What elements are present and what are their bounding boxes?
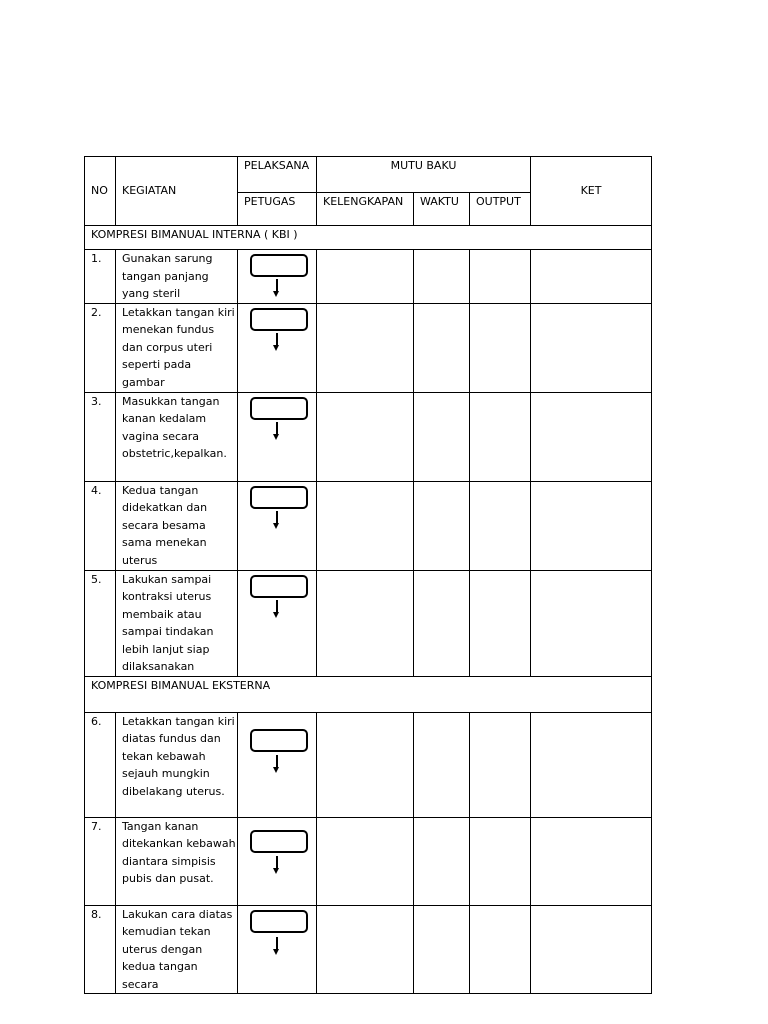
header-kegiatan: KEGIATAN [116,157,238,226]
flowchart-cell [238,817,317,905]
kelengkapan-cell [317,303,414,392]
waktu-cell [414,570,470,676]
output-cell [470,481,531,570]
kelengkapan-cell [317,905,414,994]
header-no: NO [85,157,116,226]
kelengkapan-cell [317,712,414,817]
flowchart-cell [238,303,317,392]
table-row [85,712,652,817]
kelengkapan-cell [317,817,414,905]
kelengkapan-cell [317,392,414,481]
output-cell [470,392,531,481]
step-text: Kedua tangan didekatkan dan secara besama sama menekan uterus [116,481,238,570]
ket-cell [531,817,652,905]
header-output: OUTPUT [470,193,531,226]
process-box-icon [250,397,308,420]
table-row [85,905,652,994]
table-row [85,570,652,676]
step-text: Lakukan sampai kontraksi uterus membaik atau sampai tindakan lebih lanjut siap dilaksanakan [116,570,238,676]
process-box-icon [250,308,308,331]
flowchart-cell [238,570,317,676]
process-box-icon [250,575,308,598]
waktu-cell [414,481,470,570]
step-text: Lakukan cara diatas kemudian tekan uterus dengan kedua tangan secara [116,905,238,994]
kelengkapan-cell [317,570,414,676]
ket-cell [531,303,652,392]
waktu-cell [414,303,470,392]
table-row [85,392,652,481]
waktu-cell [414,817,470,905]
step-number: 7. [85,817,116,905]
arrow-down-icon [276,333,278,347]
waktu-cell [414,905,470,994]
flowchart-cell [238,250,317,304]
header-pelaksana: PELAKSANA [238,157,317,193]
step-text: Masukkan tangan kanan kedalam vagina secara obstetric,kepalkan. [116,392,238,481]
process-box-icon [250,830,308,853]
table-row [85,303,652,392]
process-box-icon [250,254,308,277]
step-number: 5. [85,570,116,676]
arrow-down-icon [276,600,278,614]
table-row [85,481,652,570]
arrow-down-icon [276,755,278,769]
ket-cell [531,392,652,481]
arrow-down-icon [276,856,278,870]
process-box-icon [250,910,308,933]
step-text: Letakkan tangan kiri menekan fundus dan corpus uteri seperti pada gambar [116,303,238,392]
step-number: 3. [85,392,116,481]
process-box-icon [250,486,308,509]
kelengkapan-cell [317,481,414,570]
flowchart-cell [238,481,317,570]
header-petugas: PETUGAS [238,193,317,226]
section-title-kbe: KOMPRESI BIMANUAL EKSTERNA [85,676,652,712]
waktu-cell [414,250,470,304]
sop-table [84,156,652,994]
waktu-cell [414,712,470,817]
waktu-cell [414,392,470,481]
step-text: Letakkan tangan kiri diatas fundus dan tekan kebawah sejauh mungkin dibelakang uterus. [116,712,238,817]
step-number: 8. [85,905,116,994]
header-ket: KET [531,157,652,226]
step-number: 2. [85,303,116,392]
kelengkapan-cell [317,250,414,304]
output-cell [470,817,531,905]
table-row [85,817,652,905]
ket-cell [531,905,652,994]
output-cell [470,303,531,392]
ket-cell [531,481,652,570]
header-mutu-baku: MUTU BAKU [317,157,531,193]
arrow-down-icon [276,279,278,293]
step-number: 6. [85,712,116,817]
output-cell [470,905,531,994]
arrow-down-icon [276,422,278,436]
ket-cell [531,250,652,304]
arrow-down-icon [276,511,278,525]
table-row [85,250,652,304]
flowchart-cell [238,905,317,994]
flowchart-cell [238,712,317,817]
ket-cell [531,570,652,676]
step-text: Gunakan sarung tangan panjang yang steril [116,250,238,304]
output-cell [470,712,531,817]
header-kelengkapan: KELENGKAPAN [317,193,414,226]
header-waktu: WAKTU [414,193,470,226]
step-number: 4. [85,481,116,570]
output-cell [470,250,531,304]
process-box-icon [250,729,308,752]
output-cell [470,570,531,676]
section-title-kbi: KOMPRESI BIMANUAL INTERNA ( KBI ) [85,226,652,250]
step-text: Tangan kanan ditekankan kebawah diantara simpisis pubis dan pusat. [116,817,238,905]
flowchart-cell [238,392,317,481]
arrow-down-icon [276,937,278,951]
ket-cell [531,712,652,817]
step-number: 1. [85,250,116,304]
